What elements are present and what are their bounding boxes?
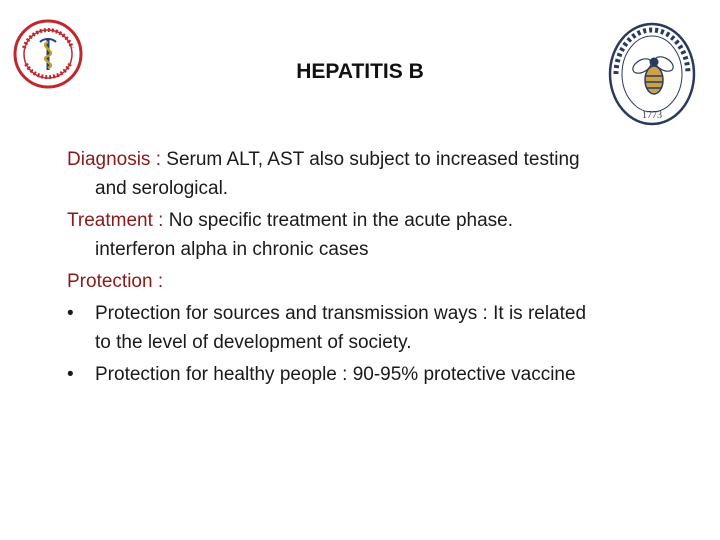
- bullet-text-line2: to the level of development of society.: [95, 332, 412, 353]
- bullet-icon: •: [67, 364, 74, 385]
- protection-label: Protection :: [67, 271, 164, 292]
- treatment-text-line1: No specific treatment in the acute phase.: [163, 210, 514, 231]
- treatment-text-line2: interferon alpha in chronic cases: [95, 239, 369, 260]
- diagnosis-text-line1: Serum ALT, AST also subject to increased testing: [161, 149, 580, 170]
- university-bee-seal-icon: [606, 20, 698, 132]
- protection-paragraph: [67, 267, 687, 296]
- list-item: [67, 299, 687, 357]
- treatment-paragraph: [67, 206, 687, 264]
- bullet-text: [95, 299, 687, 357]
- slide-title: HEPATITIS B: [296, 60, 424, 83]
- diagnosis-paragraph: [67, 145, 687, 203]
- treatment-label: Treatment :: [67, 210, 164, 231]
- bullet-text-line1: Protection for healthy people : 90-95% protective vaccine: [95, 364, 576, 385]
- list-item: [67, 360, 687, 389]
- bullet-icon: •: [67, 303, 74, 324]
- slide-body: [67, 145, 687, 392]
- medical-association-seal-icon: [12, 18, 84, 90]
- bullet-text: [95, 360, 687, 389]
- logo-year: 1773: [642, 110, 662, 121]
- bullet-text-line1: Protection for sources and transmission ways : It is related: [95, 303, 587, 324]
- diagnosis-text-line2: and serological.: [95, 178, 229, 199]
- diagnosis-label: Diagnosis :: [67, 149, 161, 170]
